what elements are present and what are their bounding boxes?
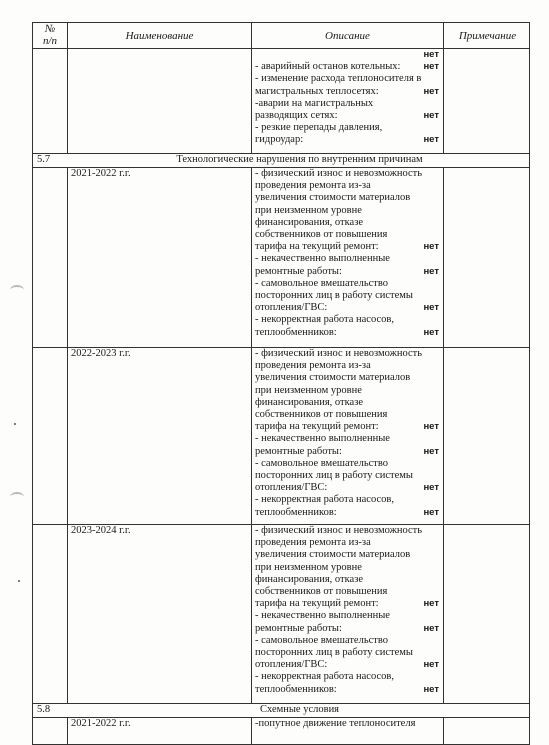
status-value: нет bbox=[423, 622, 439, 634]
punch-hole-mark bbox=[10, 492, 24, 502]
description-cell: -попутное движение теплоносителя bbox=[255, 718, 416, 729]
scan-speck bbox=[14, 423, 16, 425]
scan-speck bbox=[18, 580, 20, 582]
status-value: нет bbox=[423, 85, 439, 97]
col-header-description: Описание bbox=[325, 30, 370, 42]
status-value: нет bbox=[423, 241, 439, 253]
status-value: нет bbox=[423, 49, 439, 60]
status-value: нет bbox=[423, 110, 439, 122]
status-value: нет bbox=[423, 659, 439, 671]
section-title: Технологические нарушения по внутренним причинам bbox=[176, 154, 423, 165]
col-header-note: Примечание bbox=[458, 30, 517, 42]
status-value: нет bbox=[423, 61, 439, 73]
section-number: 5.8 bbox=[37, 704, 51, 715]
col-header-name: Наименование bbox=[125, 30, 194, 42]
description-cell: - физический износ и невозможность проведения ремонта из-за увеличения стоимости материалов при неизменном уровне финансирования, отказе собственников от повышения тарифа на текущий ремонт: нет - некачественно выполненные ремонтные работы: нет - самовольное вмешательство посторонних лиц в работу системы отопления/ГВС: нет - некорректная работа насосов, теплообменников: нет bbox=[255, 168, 439, 338]
description-cell: - физический износ и невозможность проведения ремонта из-за увеличения стоимости материалов при неизменном уровне финансирования, отказе собственников от повышения тарифа на текущий ремонт: нет - некачественно выполненные ремонтные работы: нет - самовольное вмешательство посторонних лиц в работу системы отопления/ГВС: нет - некорректная работа насосов, теплообменников: нет bbox=[255, 525, 439, 695]
status-value: нет bbox=[423, 506, 439, 518]
status-value: нет bbox=[423, 326, 439, 338]
status-value: нет bbox=[423, 134, 439, 146]
section-number: 5.7 bbox=[37, 154, 51, 165]
status-value: нет bbox=[423, 598, 439, 610]
col-header-number: № п/п bbox=[42, 23, 58, 47]
period-label: 2021-2022 г.г. bbox=[71, 168, 131, 179]
status-value: нет bbox=[423, 482, 439, 494]
description-cell: - физический износ и невозможность проведения ремонта из-за увеличения стоимости материалов при неизменном уровне финансирования, отказе собственников от повышения тарифа на текущий ремонт: нет - некачественно выполненные ремонтные работы: нет - самовольное вмешательство посторонних лиц в работу системы отопления/ГВС: нет - некорректная работа насосов, теплообменников: нет bbox=[255, 348, 439, 518]
status-value: нет bbox=[423, 683, 439, 695]
description-cell: нет - аварийный останов котельных: нет - изменение расхода теплоносителя в магистральных теплосетях: нет -аварии на магистральных разводящих сетях: нет - резкие перепады давления, гидроудар: нет bbox=[255, 49, 439, 146]
punch-hole-mark bbox=[10, 285, 24, 295]
status-value: нет bbox=[423, 265, 439, 277]
section-title: Схемные условия bbox=[259, 704, 340, 715]
status-value: нет bbox=[423, 421, 439, 433]
requirements-table bbox=[32, 22, 530, 745]
status-value: нет bbox=[423, 445, 439, 457]
status-value: нет bbox=[423, 302, 439, 314]
period-label: 2023-2024 г.г. bbox=[71, 525, 131, 536]
period-label: 2021-2022 г.г. bbox=[71, 718, 131, 729]
period-label: 2022-2023 г.г. bbox=[71, 348, 131, 359]
